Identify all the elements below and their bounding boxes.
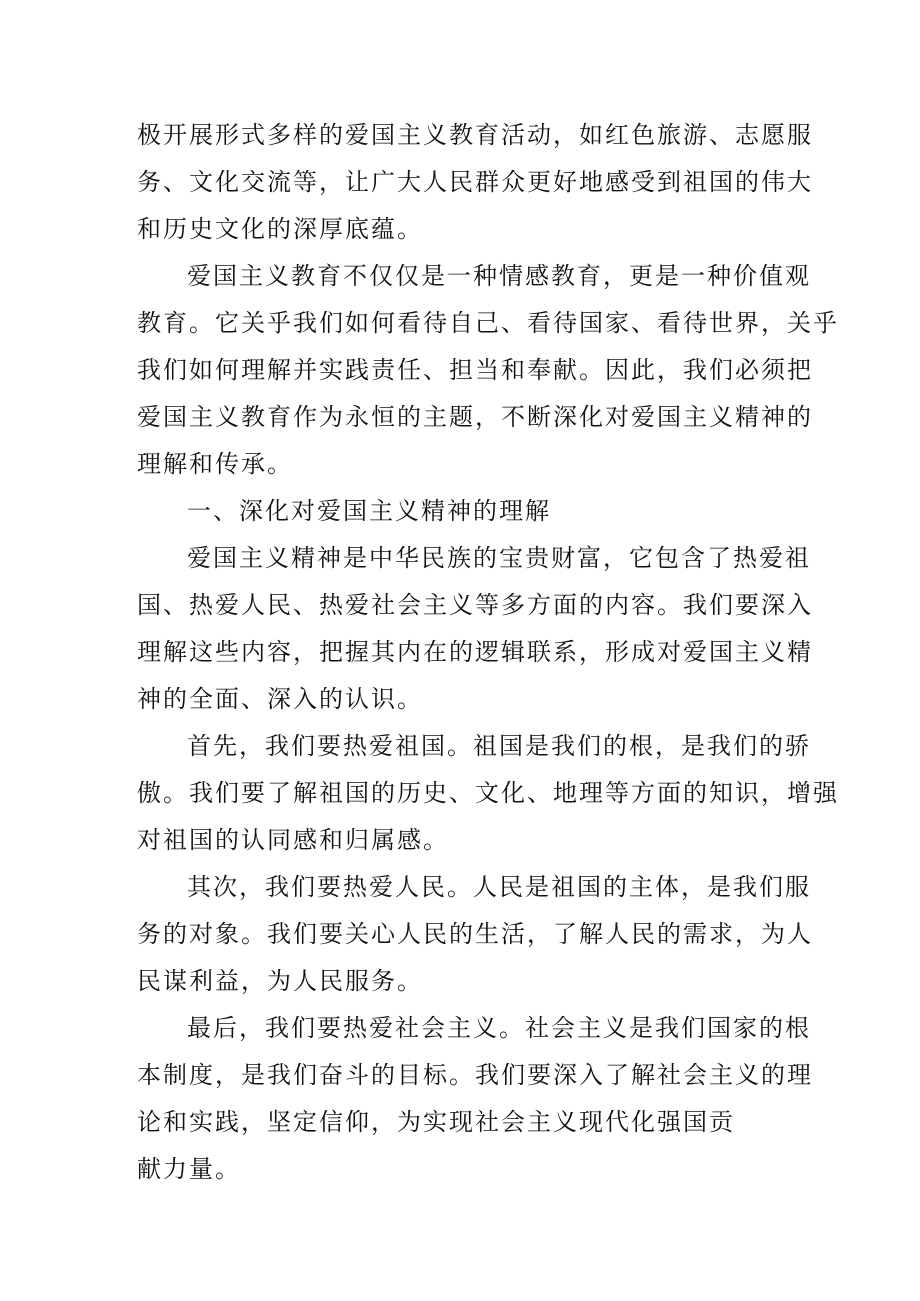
section-heading: 一、深化对爱国主义精神的理解 <box>187 497 551 525</box>
text-line: 其次，我们要热爱人民。人民是祖国的主体，是我们服 <box>187 873 811 901</box>
document-body <box>137 112 839 1193</box>
text-line: 理解和传承。 <box>137 450 293 478</box>
text-line: 和历史文化的深厚底蕴。 <box>137 215 423 243</box>
text-line: 爱国主义教育作为永恒的主题，不断深化对爱国主义精神的 <box>137 403 813 431</box>
text-line: 本制度，是我们奋斗的目标。我们要深入了解社会主义的理 <box>137 1061 813 1089</box>
text-line: 理解这些内容，把握其内在的逻辑联系，形成对爱国主义精 <box>137 638 813 666</box>
text-line: 民谋利益，为人民服务。 <box>137 967 423 995</box>
text-line: 极开展形式多样的爱国主义教育活动，如红色旅游、志愿服 <box>137 121 813 149</box>
text-line: 神的全面、深入的认识。 <box>137 685 423 713</box>
text-line: 对祖国的认同感和归属感。 <box>137 826 449 854</box>
text-line: 国、热爱人民、热爱社会主义等多方面的内容。我们要深入 <box>137 591 813 619</box>
text-line: 务的对象。我们要关心人民的生活，了解人民的需求，为人 <box>137 920 813 948</box>
text-line: 献力量。 <box>137 1155 241 1183</box>
text-line: 爱国主义精神是中华民族的宝贵财富，它包含了热爱祖 <box>187 544 811 572</box>
text-line: 最后，我们要热爱社会主义。社会主义是我们国家的根 <box>187 1014 811 1042</box>
text-line: 论和实践，坚定信仰，为实现社会主义现代化强国贡 <box>137 1108 735 1136</box>
text-line: 首先，我们要热爱祖国。祖国是我们的根，是我们的骄 <box>187 732 811 760</box>
text-line: 教育。它关乎我们如何看待自己、看待国家、看待世界，关乎 <box>137 309 839 337</box>
text-line: 傲。我们要了解祖国的历史、文化、地理等方面的知识，增强 <box>137 779 839 807</box>
text-line: 我们如何理解并实践责任、担当和奉献。因此，我们必须把 <box>137 356 813 384</box>
text-line: 爱国主义教育不仅仅是一种情感教育，更是一种价值观 <box>187 262 811 290</box>
text-line: 务、文化交流等，让广大人民群众更好地感受到祖国的伟大 <box>137 168 813 196</box>
